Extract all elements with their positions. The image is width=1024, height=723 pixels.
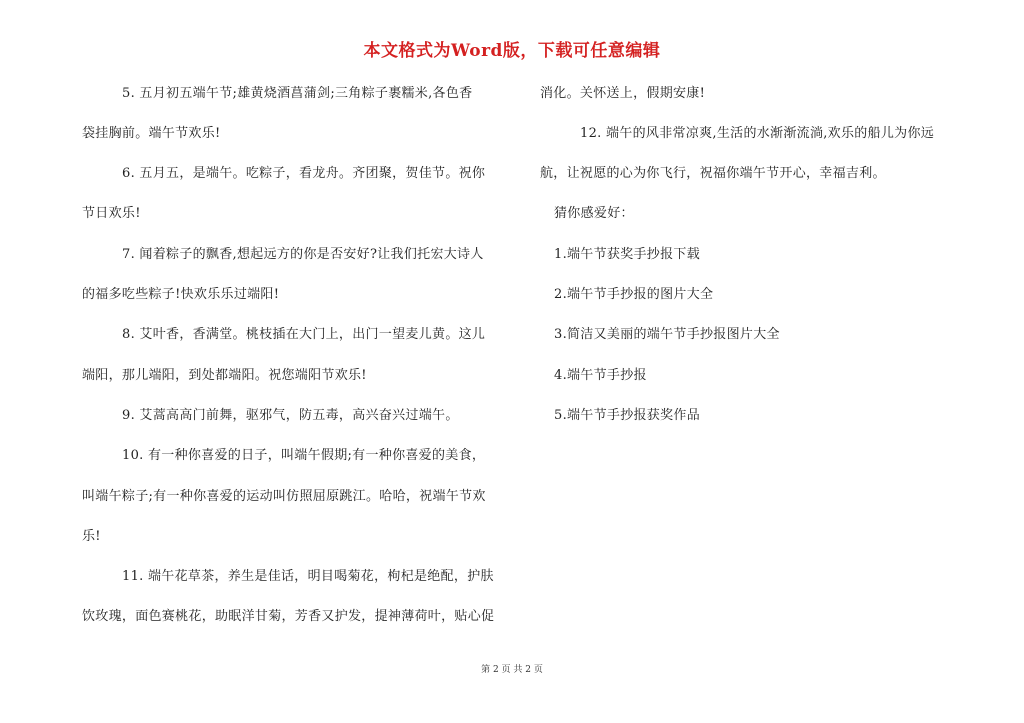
paragraph-line: 12. 端午的风非常凉爽,生活的水渐渐流淌,欢乐的船儿为你远	[580, 126, 935, 141]
paragraph-line: 7. 闻着粽子的飘香,想起远方的你是否安好?让我们托宏大诗人	[122, 247, 484, 262]
related-link-4[interactable]: 4.端午节手抄报	[554, 368, 647, 383]
paragraph-line: 消化。关怀送上，假期安康!	[540, 86, 706, 101]
paragraph-line: 饮玫瑰，面色赛桃花，助眠洋甘菊，芳香又护发，提神薄荷叶，贴心促	[82, 609, 495, 624]
paragraph-line: 袋挂胸前。端午节欢乐!	[82, 126, 221, 141]
paragraph-line: 8. 艾叶香，香满堂。桃枝插在大门上，出门一望麦儿黄。这儿	[122, 327, 486, 342]
paragraph-line: 端阳，那儿端阳，到处都端阳。祝您端阳节欢乐!	[82, 368, 367, 383]
paragraph-line: 叫端午粽子;有一种你喜爱的运动叫仿照屈原跳江。哈哈，祝端午节欢	[82, 489, 486, 504]
paragraph-line: 节日欢乐!	[82, 206, 141, 221]
related-link-1[interactable]: 1.端午节获奖手抄报下载	[554, 247, 701, 262]
page-number: 第 2 页 共 2 页	[481, 665, 543, 675]
paragraph-line: 航，让祝愿的心为你飞行，祝福你端午节开心，幸福吉利。	[540, 166, 886, 181]
paragraph-line: 9. 艾蒿高高门前舞，驱邪气，防五毒，高兴奋兴过端午。	[122, 408, 459, 423]
download-banner: 本文格式为Word版，下载可任意编辑	[363, 41, 661, 61]
related-link-2[interactable]: 2.端午节手抄报的图片大全	[554, 287, 714, 302]
related-link-3[interactable]: 3.简洁又美丽的端午节手抄报图片大全	[554, 327, 780, 342]
related-heading: 猜你感爱好：	[554, 206, 634, 221]
related-link-5[interactable]: 5.端午节手抄报获奖作品	[554, 408, 701, 423]
paragraph-line: 的福多吃些粽子!快欢乐乐过端阳!	[82, 287, 280, 302]
paragraph-line: 5. 五月初五端午节;雄黄烧酒菖蒲剑;三角粽子裹糯米,各色香	[122, 86, 473, 101]
paragraph-line: 10. 有一种你喜爱的日子，叫端午假期;有一种你喜爱的美食，	[122, 448, 486, 463]
paragraph-line: 乐!	[82, 529, 101, 544]
paragraph-line: 11. 端午花草茶，养生是佳话，明目喝菊花，枸杞是绝配，护肤	[122, 569, 494, 584]
paragraph-line: 6. 五月五，是端午。吃粽子，看龙舟。齐团聚，贺佳节。祝你	[122, 166, 486, 181]
